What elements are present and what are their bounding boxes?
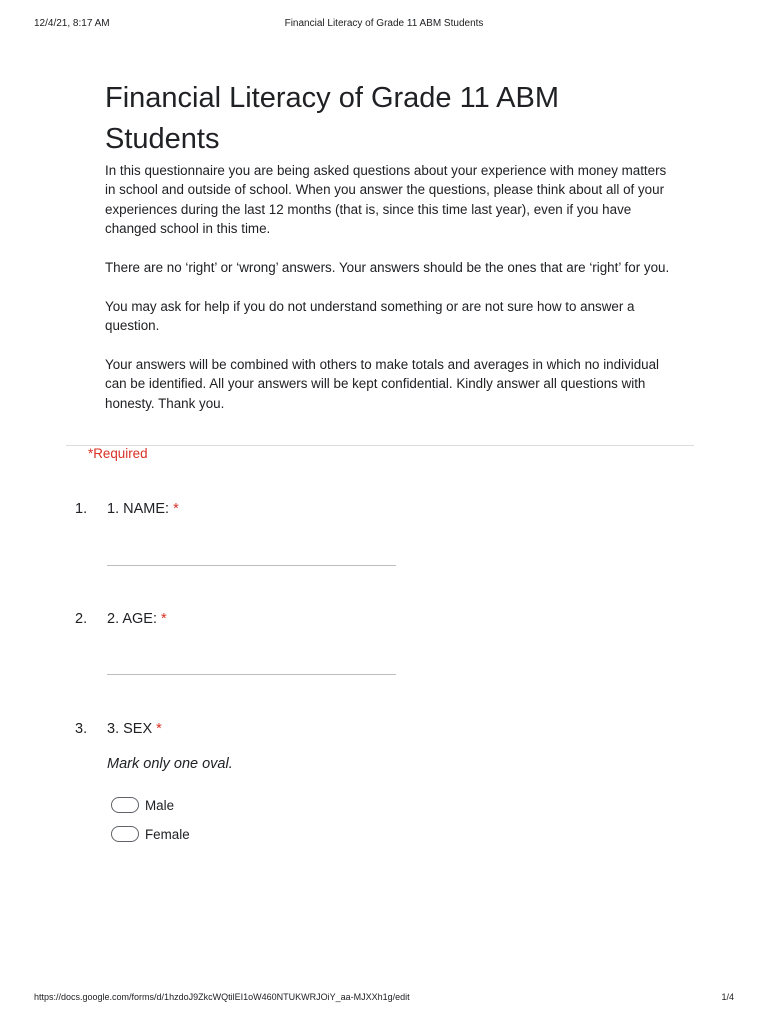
question-text: 3. SEX [107,721,153,737]
option-label: Male [145,797,175,813]
option-female[interactable] [111,825,190,843]
question-name-label [107,501,179,517]
question-number: 3. [75,721,88,737]
age-answer-field[interactable] [107,674,396,675]
form-description [105,161,680,433]
question-number: 2. [75,611,88,627]
required-star: * [156,721,162,737]
print-url: https://docs.google.com/forms/d/1hzdoJ9ZkcWQtilEI1oW460NTUKWRJOiY_aa-MJXXh1g/edit [34,992,410,1002]
question-number: 1. [75,501,88,517]
required-note: *Required [88,446,148,461]
form-title: Financial Literacy of Grade 11 ABM Students [105,82,560,155]
print-doc-title: Financial Literacy of Grade 11 ABM Students [284,18,484,29]
description-paragraph: Your answers will be combined with others to make totals and averages in which no individual can be identified. All your answers will be kept confidential. Kindly answer all questions with honesty. Thank you. [105,357,660,411]
description-paragraph: In this questionnaire you are being asked questions about your experience with money matters in school and outside of school. When you answer the questions, please think about all of your experiences during the last 12 months (that is, since this time last year), even if you have changed school in this time. [105,163,667,237]
question-hint: Mark only one oval. [107,756,233,772]
description-paragraph: You may ask for help if you do not understand something or are not sure how to answer a question. [105,298,635,334]
header-divider [66,445,694,446]
radio-oval[interactable] [111,797,139,813]
option-male[interactable] [111,796,174,814]
name-answer-field[interactable] [107,565,396,566]
page-number: 1/4 [721,992,734,1002]
print-datetime: 12/4/21, 8:17 AM [34,18,110,29]
question-age-label [107,611,167,627]
option-label: Female [145,826,190,842]
question-sex-label [107,721,162,737]
question-text: 2. AGE: [107,611,157,627]
question-text: 1. NAME: [107,501,170,517]
description-paragraph: There are no ‘right’ or ‘wrong’ answers. Your answers should be the ones that are ‘right’ for you. [105,260,670,276]
radio-oval[interactable] [111,826,139,842]
required-star: * [173,501,179,517]
required-star: * [161,611,167,627]
